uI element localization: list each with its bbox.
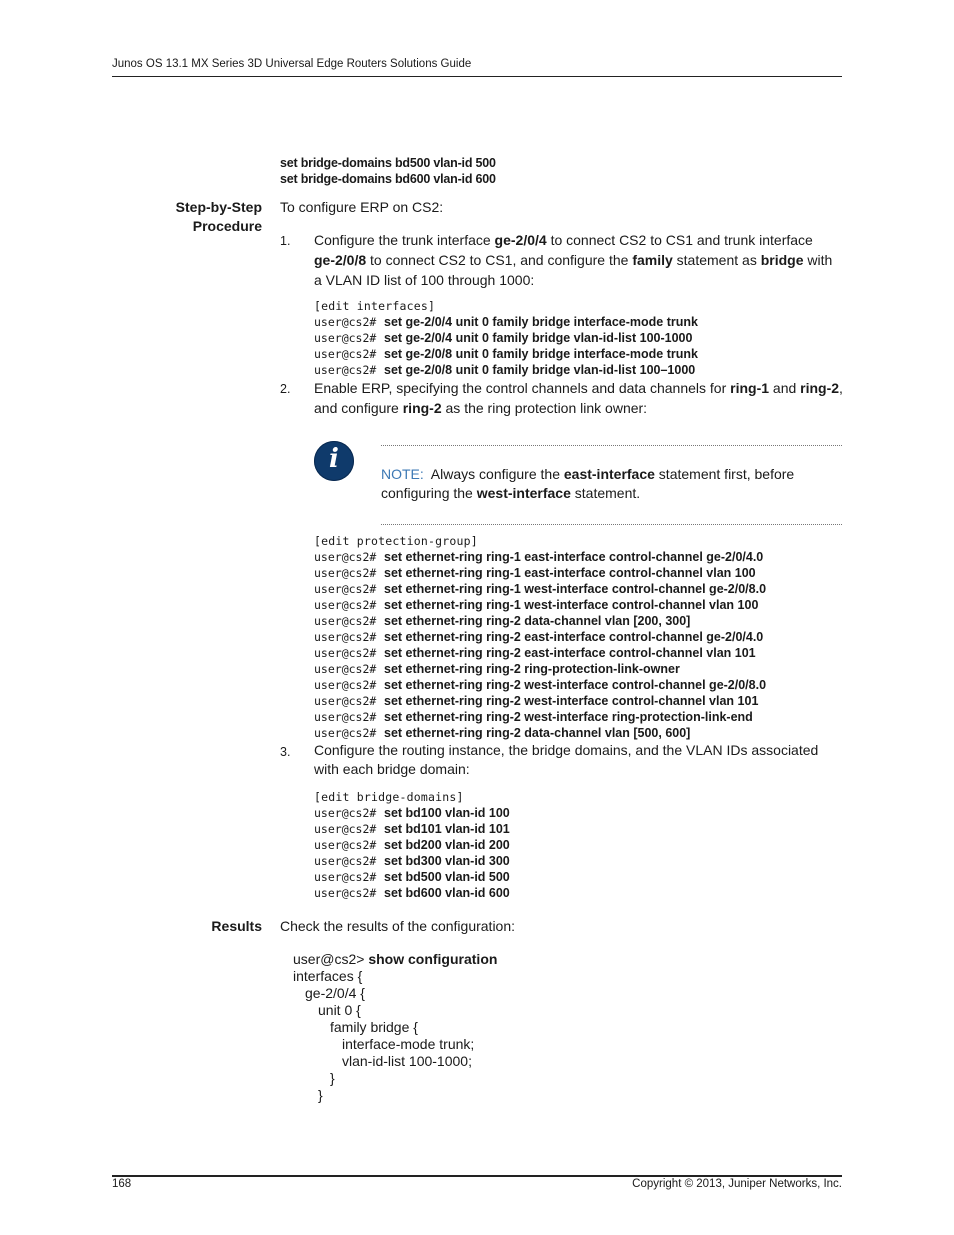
code-line: user@cs2# set ethernet-ring ring-2 data-channel vlan [500, 600] [314,726,691,740]
step-number: 1. [280,234,291,248]
section-label-results: Results [211,918,262,934]
section-label-procedure: Procedure [192,218,262,234]
step-number: 3. [280,745,291,759]
code-line: family bridge { [330,1019,418,1035]
note-label: NOTE: [381,466,424,482]
code-line: user@cs2# set ethernet-ring ring-2 west-interface control-channel vlan 101 [314,694,759,708]
copyright: Copyright © 2013, Juniper Networks, Inc. [632,1178,842,1190]
code-line: } [330,1070,335,1086]
code-line: user@cs2# set ethernet-ring ring-2 west-interface control-channel ge-2/0/8.0 [314,678,767,692]
step2-text: Enable ERP, specifying the control channels and data channels for ring-1 and ring-2, and configure ring-2 as the ring protection link owner: [314,380,843,416]
code-line: user@cs2# set bd100 vlan-id 100 [314,806,510,820]
code-line: user@cs2# set ethernet-ring ring-2 west-interface ring-protection-link-end [314,710,753,724]
code-line: user@cs2# set bd300 vlan-id 300 [314,854,510,868]
info-icon: i [314,441,354,481]
code-line: user@cs2# set ethernet-ring ring-2 east-interface control-channel vlan 101 [314,646,756,660]
code-line: user@cs2# set ethernet-ring ring-2 data-channel vlan [200, 300] [314,614,691,628]
note-text: NOTE: Always configure the east-interface statement first, before configuring the west-interface statement. [381,466,795,501]
code-line: user@cs2# set ethernet-ring ring-1 east-interface control-channel ge-2/0/4.0 [314,550,764,564]
results-intro: Check the results of the configuration: [280,918,516,934]
code-line: user@cs2# set ethernet-ring ring-1 west-interface control-channel ge-2/0/8.0 [314,582,767,596]
procedure-intro: To configure ERP on CS2: [280,199,444,215]
code-context: [edit interfaces] [314,299,436,313]
section-label-step-by-step: Step-by-Step [175,199,262,215]
code-line: set bridge-domains bd500 vlan-id 500 [280,156,496,170]
code-line: user@cs2> show configuration [293,951,498,967]
note-divider-bottom [381,524,842,525]
code-line: user@cs2# set bd200 vlan-id 200 [314,838,510,852]
code-line: user@cs2# set bd101 vlan-id 101 [314,822,510,836]
code-line: set bridge-domains bd600 vlan-id 600 [280,172,496,186]
code-context: [edit bridge-domains] [314,790,464,804]
running-header: Junos OS 13.1 MX Series 3D Universal Edge Routers Solutions Guide [112,58,472,70]
page-number: 168 [112,1178,132,1190]
code-line: user@cs2# set ethernet-ring ring-1 west-interface control-channel vlan 100 [314,598,759,612]
code-line: unit 0 { [318,1002,361,1018]
note-divider-top [381,445,842,446]
code-line: interfaces { [293,968,363,984]
code-context: [edit protection-group] [314,534,478,548]
code-line: user@cs2# set ge-2/0/4 unit 0 family bridge vlan-id-list 100-1000 [314,331,693,345]
footer-rule [112,1175,842,1177]
code-line: user@cs2# set ethernet-ring ring-2 east-interface control-channel ge-2/0/4.0 [314,630,764,644]
code-line: user@cs2# set bd500 vlan-id 500 [314,870,510,884]
code-line: user@cs2# set bd600 vlan-id 600 [314,886,510,900]
code-line: user@cs2# set ethernet-ring ring-1 east-interface control-channel vlan 100 [314,566,756,580]
code-line: user@cs2# set ge-2/0/8 unit 0 family bridge interface-mode trunk [314,347,698,361]
step1-text: Configure the trunk interface ge-2/0/4 to connect CS2 to CS1 and trunk interface ge-2/0/8 to connect CS2 to CS1, and configure the family statement as bridge with a VLAN ID list of 100 through 1000: [314,232,833,288]
code-line: } [318,1087,323,1103]
code-line: user@cs2# set ge-2/0/8 unit 0 family bridge vlan-id-list 100–1000 [314,363,696,377]
step3-text: Configure the routing instance, the bridge domains, and the VLAN IDs associated with each bridge domain: [314,742,819,777]
code-line: user@cs2# set ge-2/0/4 unit 0 family bridge interface-mode trunk [314,315,698,329]
code-line: user@cs2# set ethernet-ring ring-2 ring-protection-link-owner [314,662,680,676]
code-line: ge-2/0/4 { [305,985,365,1001]
step-number: 2. [280,382,291,396]
code-line: interface-mode trunk; [342,1036,475,1052]
code-line: vlan-id-list 100-1000; [342,1053,472,1069]
header-rule [112,76,842,77]
